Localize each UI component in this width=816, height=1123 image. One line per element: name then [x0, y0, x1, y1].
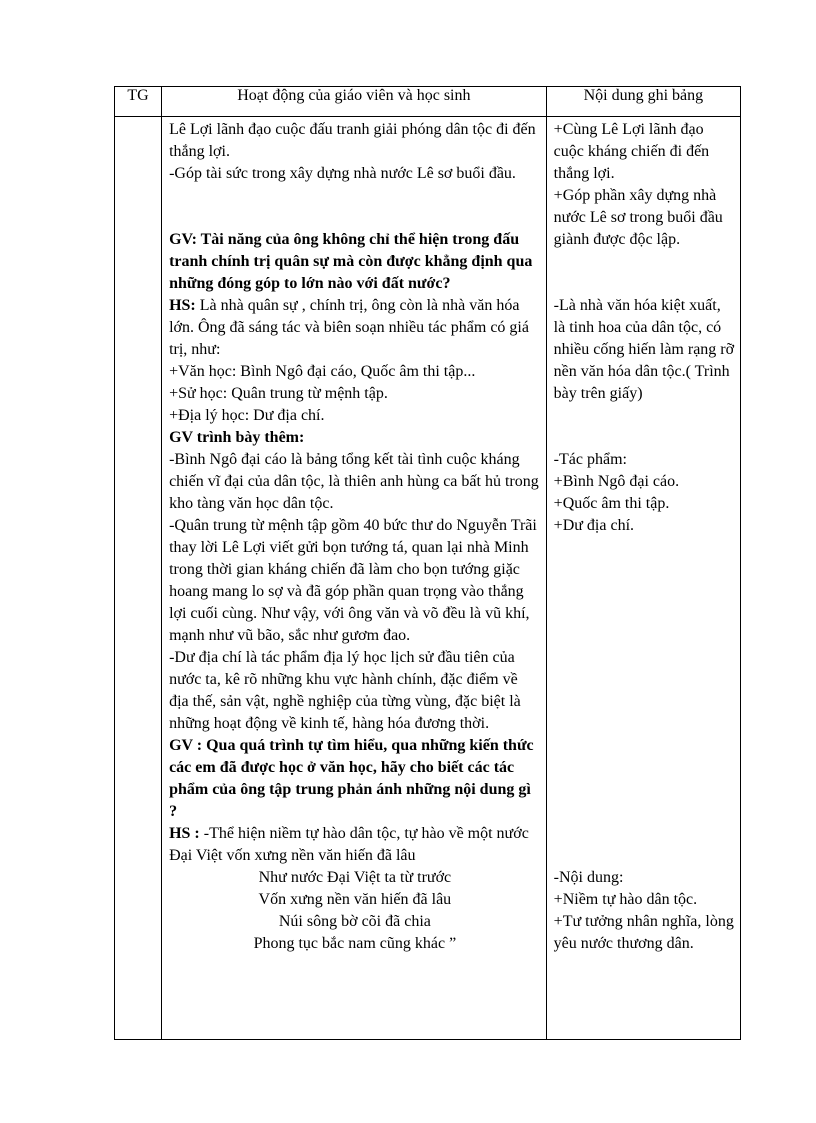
- activity-cell: [162, 117, 547, 1040]
- spacer: [554, 405, 735, 449]
- lesson-page: [114, 86, 741, 1040]
- note-line: -Tác phẩm:: [553, 451, 627, 468]
- spacer: [169, 185, 541, 229]
- header-activity: Hoạt động của giáo viên và học sinh: [162, 87, 547, 117]
- note-line: +Góp phần xây dựng nhà nước Lê sơ trong buổi đầu giành được độc lập.: [553, 187, 723, 248]
- poem-line: Vốn xưng nền văn hiến đã lâu: [258, 891, 452, 908]
- lesson-table: [114, 86, 741, 1040]
- poem-line: Như nước Đại Việt ta từ trước: [258, 869, 452, 886]
- note-line: -Là nhà văn hóa kiệt xuất, là tinh hoa của dân tộc, có nhiều cống hiến làm rạng rỡ nền văn hóa dân tộc.( Trình bày trên giấy): [553, 297, 735, 402]
- student-answer: [169, 823, 541, 867]
- note-line: +Bình Ngô đại cáo.: [553, 473, 680, 490]
- spacer: [554, 537, 735, 867]
- activity-line: -Góp tài sức trong xây dựng nhà nước Lê sơ buổi đầu.: [169, 165, 516, 182]
- note-line: +Dư địa chí.: [553, 517, 635, 534]
- student-answer: [169, 295, 541, 361]
- teacher-question: GV: Tài năng của ông không chỉ thể hiện trong đấu tranh chính trị quân sự mà còn được khẳng định qua những đóng góp to lớn nào với đất nước?: [169, 231, 533, 292]
- student-answer-text: Là nhà quân sự , chính trị, ông còn là nhà văn hóa lớn. Ông đã sáng tác và biên soạn nhiều tác phẩm có giá trị, như:: [169, 297, 529, 358]
- note-line: +Cùng Lê Lợi lãnh đạo cuộc kháng chiến đi đến thắng lợi.: [553, 121, 710, 182]
- teacher-question: GV : Qua quá trình tự tìm hiểu, qua những kiến thức các em đã được học ở văn học, hãy cho biết các tác phẩm của ông tập trung phản ánh những nội dung gì ?: [169, 737, 534, 820]
- notes-cell: [546, 117, 740, 1040]
- student-label: HS:: [169, 297, 196, 314]
- header-row: [115, 87, 741, 117]
- header-notes: Nội dung ghi bảng: [546, 87, 740, 117]
- teacher-extra-heading: GV trình bày thêm:: [169, 429, 305, 446]
- activity-line: +Văn học: Bình Ngô đại cáo, Quốc âm thi tập...: [169, 363, 476, 380]
- activity-line: +Sử học: Quân trung từ mệnh tập.: [169, 385, 388, 402]
- activity-line: +Địa lý học: Dư địa chí.: [169, 407, 325, 424]
- content-row: [115, 117, 741, 1040]
- student-answer-text: -Thể hiện niềm tự hào dân tộc, tự hào về một nước Đại Việt vốn xưng nền văn hiến đã lâu: [169, 825, 529, 864]
- activity-line: -Bình Ngô đại cáo là bảng tổng kết tài tình cuộc kháng chiến vĩ đại của dân tộc, là thiên anh hùng ca bất hủ trong kho tàng văn học dân tộc.: [169, 451, 539, 512]
- spacer: [554, 251, 735, 295]
- tg-cell: [115, 117, 162, 1040]
- note-line: +Quốc âm thi tập.: [553, 495, 670, 512]
- note-line: -Nội dung:: [553, 869, 624, 886]
- activity-line: -Dư địa chí là tác phẩm địa lý học lịch sử đầu tiên của nước ta, kê rõ những khu vực hành chính, đặc điểm về địa thế, sản vật, nghề nghiệp của từng vùng, đặc biệt là những hoạt động về kinh tế, hàng hóa đương thời.: [169, 649, 521, 732]
- poem-line: Núi sông bờ cõi đã chia: [278, 913, 431, 930]
- activity-line: Lê Lợi lãnh đạo cuộc đấu tranh giải phóng dân tộc đi đến thắng lợi.: [169, 121, 536, 160]
- student-label: HS :: [169, 825, 200, 842]
- activity-line: -Quân trung từ mệnh tập gồm 40 bức thư do Nguyễn Trãi thay lời Lê Lợi viết gửi bọn tướng tá, quan lại nhà Minh trong thời gian kháng chiến đã làm cho bọn tướng giặc hoang mang lo sợ và đã góp phần quan trọng vào thắng lợi cuối cùng. Như vậy, với ông văn và võ đều là vũ khí, mạnh như vũ bão, sắc như gươm đao.: [169, 517, 537, 644]
- note-line: +Tư tưởng nhân nghĩa, lòng yêu nước thương dân.: [553, 913, 734, 952]
- poem-line: Phong tục bắc nam cũng khác ”: [253, 935, 457, 952]
- note-line: +Niềm tự hào dân tộc.: [553, 891, 698, 908]
- header-tg: TG: [115, 87, 162, 117]
